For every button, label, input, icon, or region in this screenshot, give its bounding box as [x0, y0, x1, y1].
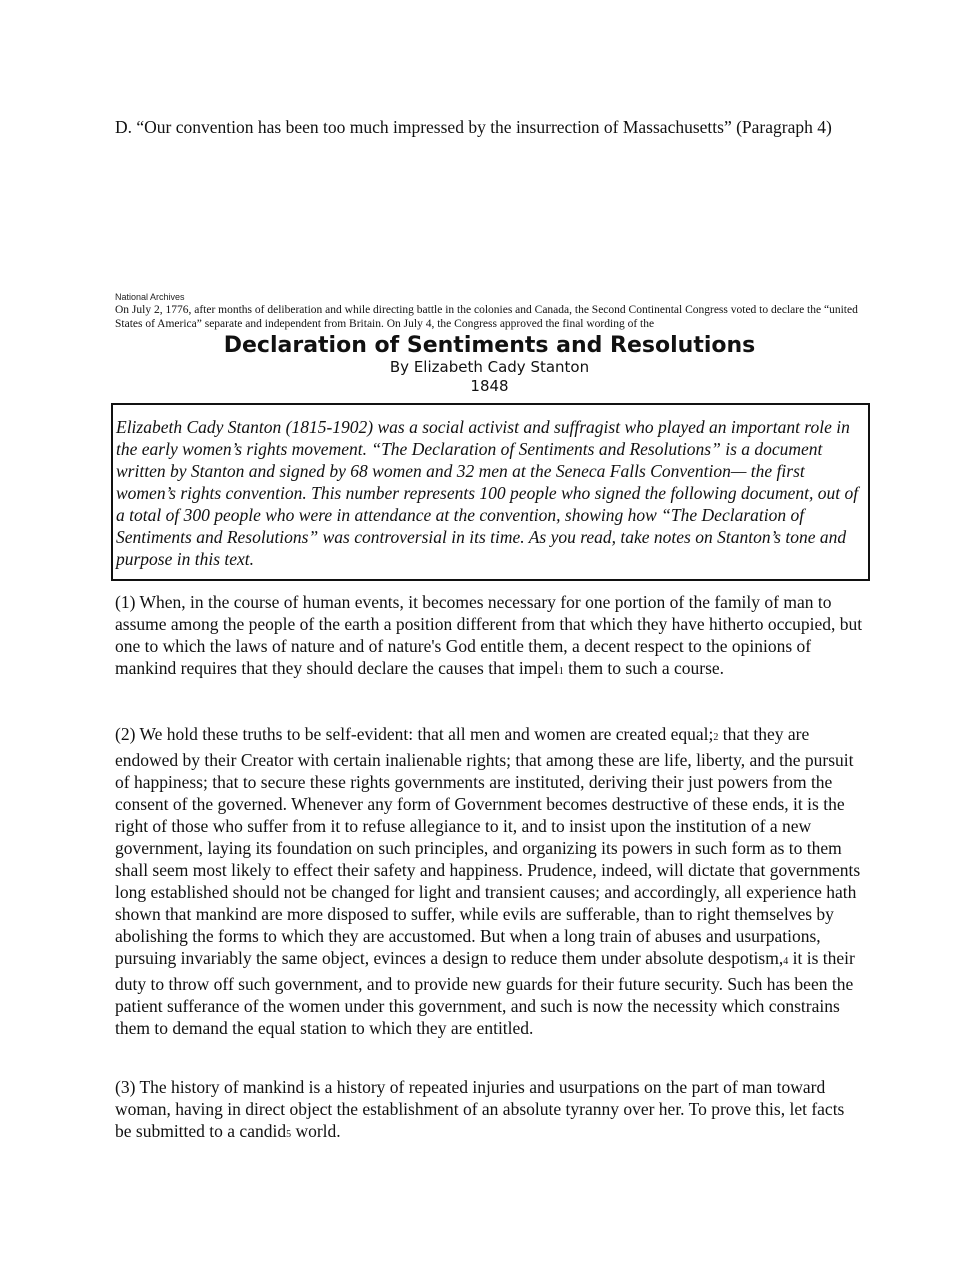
paragraph-2-text: (2) We hold these truths to be self-evident: that all men and women are created equal; [115, 724, 714, 744]
paragraph-2-text-middle: that they are endowed by their Creator with certain inalienable rights; that among these are life, liberty, and the pursuit of happiness; that to secure these rights governments are instituted, deriving their just powers from the consent of the governed. Whenever any form of Government becomes destructive of these ends, it is the right of those who suffer from it to refuse allegiance to it, and to insist upon the institution of a new government, laying its foundation on such principles, and organizing its powers in such form as to them shall seem most likely to effect their safety and happiness. Prudence, indeed, will dictate that governments long established should not be changed for light and transient causes; and accordingly, all experience hath shown that mankind are more disposed to suffer, while evils are sufferable, than to right themselves by abolishing the forms to which they are accustomed. But when a long train of abuses and usurpations, pursuing invariably the same object, evinces a design to reduce them under absolute despotism, [115, 724, 861, 968]
intro-box [111, 403, 870, 581]
document-year: 1848 [470, 377, 509, 395]
author-byline: By Elizabeth Cady Stanton [389, 358, 590, 376]
footnote-marker[interactable]: 2 [713, 732, 719, 743]
paragraph-1-text-end: them to such a course. [563, 658, 725, 678]
context-caption: On July 2, 1776, after months of deliberation and while directing battle in the colonies and Canada, the Second Continental Congress voted to declare the “united States of America” separate and independent from Britain. On July 4, the Congress approved the final wording of the [115, 304, 858, 330]
paragraph-3-text: (3) The history of mankind is a history of repeated injuries and usurpations on the part of man toward woman, having in direct object the establishment of an absolute tyranny over her. To prove this, let facts be submitted to a candid [115, 1077, 845, 1141]
document-title: Declaration of Sentiments and Resolutions [223, 333, 756, 358]
footnote-marker[interactable]: 1 [558, 666, 564, 677]
footnote-marker[interactable]: 4 [783, 956, 789, 967]
paragraph-3-text-end: world. [291, 1121, 341, 1141]
answer-option-d: D. “Our convention has been too much impressed by the insurrection of Massachusetts” (Paragraph 4) [115, 117, 832, 137]
paragraph-2-text-end: it is their duty to throw off such government, and to provide new guards for their future security. Such has been the patient sufferance of the women under this government, and such is now the necessity which constrains them to demand the equal station to which they are entitled. [115, 948, 855, 1038]
paragraph-3 [115, 1076, 865, 1146]
paragraph-1 [115, 591, 865, 683]
footnote-marker[interactable]: 5 [286, 1129, 292, 1140]
paragraph-1-text: (1) When, in the course of human events, it becomes necessary for one portion of the family of man to assume among the people of the earth a position different from that which they have hitherto occupied, but one to which the laws of nature and of nature's God entitle them, a decent respect to the opinions of mankind requires that they should declare the causes that impel [115, 592, 863, 678]
paragraph-2 [115, 723, 865, 1039]
image-credit: National Archives [115, 292, 185, 302]
intro-text: Elizabeth Cady Stanton (1815-1902) was a social activist and suffragist who played an important role in the early women’s rights movement. “The Declaration of Sentiments and Resolutions” is a document written by Stanton and signed by 68 women and 32 men at the Seneca Falls Convention— the first women’s rights convention. This number represents 100 people who signed the following document, out of a total of 300 people who were in attendance at the convention, showing how “The Declaration of Sentiments and Resolutions” was controversial in its time. As you read, take notes on Stanton’s tone and purpose in this text. [116, 417, 859, 569]
